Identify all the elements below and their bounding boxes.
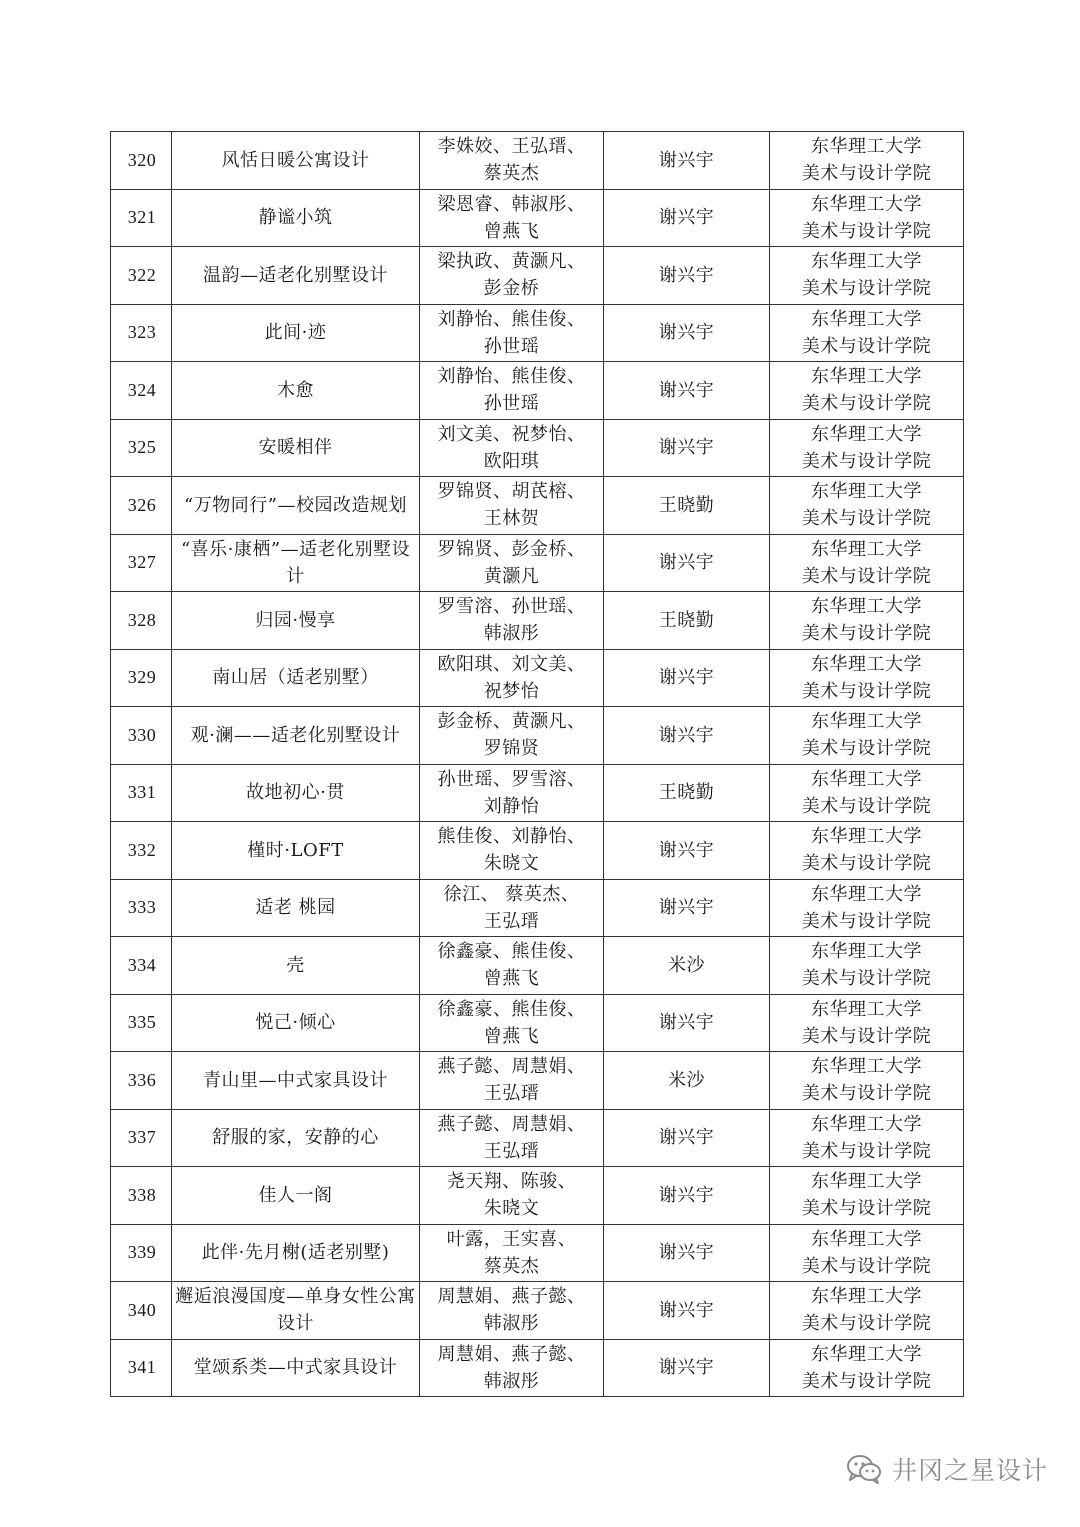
- table-row: [111, 822, 964, 880]
- school-name: 东华理工大学: [811, 941, 922, 963]
- table-row: [111, 707, 964, 765]
- work-title: 风恬日暖公寓设计: [172, 132, 420, 190]
- advisor-name: 谢兴宇: [604, 1282, 770, 1340]
- school-cell: [770, 362, 964, 420]
- authors-line-2: 王弘瑨: [483, 910, 540, 932]
- authors-line-2: 韩淑彤: [483, 623, 540, 645]
- authors-line-2: 彭金桥: [483, 278, 540, 300]
- entry-number-cell: [111, 1339, 172, 1397]
- entry-number: 323: [127, 322, 157, 343]
- authors-line-1: 徐江、 蔡英杰、: [443, 883, 580, 905]
- entry-number-cell: [111, 649, 172, 707]
- table-row: [111, 247, 964, 305]
- watermark: [846, 1451, 1048, 1487]
- school-department: 美术与设计学院: [801, 565, 932, 587]
- authors-line-2: 孙世瑶: [483, 393, 540, 415]
- table-row: [111, 189, 964, 247]
- authors-line-1: 刘文美、祝梦怡、: [437, 423, 586, 445]
- school-department: 美术与设计学院: [801, 1255, 932, 1277]
- entry-number: 330: [127, 724, 157, 745]
- authors-line-2: 朱晓文: [483, 1198, 540, 1220]
- school-department: 美术与设计学院: [801, 393, 932, 415]
- table-row: [111, 362, 964, 420]
- school-name: 东华理工大学: [811, 193, 922, 215]
- school-cell: [770, 1224, 964, 1282]
- entry-number: 341: [127, 1357, 157, 1378]
- authors-line-1: 徐鑫豪、熊佳俊、: [437, 941, 586, 963]
- authors-cell: [420, 764, 604, 822]
- school-department: 美术与设计学院: [801, 623, 932, 645]
- authors-line-2: 孙世瑶: [483, 335, 540, 357]
- school-cell: [770, 477, 964, 535]
- school-department: 美术与设计学院: [801, 680, 932, 702]
- authors-line-1: 罗锦贤、彭金桥、: [437, 538, 586, 560]
- entry-number: 322: [127, 264, 157, 285]
- entry-number-cell: [111, 764, 172, 822]
- school-name: 东华理工大学: [811, 423, 922, 445]
- advisor-name: 谢兴宇: [604, 1167, 770, 1225]
- advisor-name: 谢兴宇: [604, 304, 770, 362]
- authors-cell: [420, 247, 604, 305]
- entry-number: 339: [127, 1242, 157, 1263]
- authors-cell: [420, 1339, 604, 1397]
- work-title: 观·澜——适老化别墅设计: [172, 707, 420, 765]
- entry-number-cell: [111, 534, 172, 592]
- entry-number-cell: [111, 1109, 172, 1167]
- authors-cell: [420, 822, 604, 880]
- wechat-icon: [846, 1454, 882, 1484]
- school-department: 美术与设计学院: [801, 450, 932, 472]
- authors-cell: [420, 1052, 604, 1110]
- authors-cell: [420, 362, 604, 420]
- school-name: 东华理工大学: [811, 883, 922, 905]
- authors-line-1: 叶露，王实喜、: [446, 1228, 577, 1250]
- school-cell: [770, 707, 964, 765]
- school-name: 东华理工大学: [811, 596, 922, 618]
- authors-line-2: 曾燕飞: [483, 220, 540, 242]
- school-name: 东华理工大学: [811, 768, 922, 790]
- authors-cell: [420, 879, 604, 937]
- school-cell: [770, 132, 964, 190]
- school-name: 东华理工大学: [811, 1228, 922, 1250]
- school-cell: [770, 937, 964, 995]
- school-cell: [770, 764, 964, 822]
- table-row: [111, 592, 964, 650]
- authors-line-2: 王弘瑨: [483, 1140, 540, 1162]
- award-list-table: [110, 131, 964, 1397]
- school-name: 东华理工大学: [811, 481, 922, 503]
- school-name: 东华理工大学: [811, 251, 922, 273]
- advisor-name: 谢兴宇: [604, 707, 770, 765]
- table-row: [111, 1224, 964, 1282]
- entry-number: 324: [127, 379, 157, 400]
- authors-line-2: 刘静怡: [483, 795, 540, 817]
- work-title: 安暖相伴: [172, 419, 420, 477]
- table-row: [111, 1339, 964, 1397]
- entry-number: 331: [127, 782, 157, 803]
- school-department: 美术与设计学院: [801, 1198, 932, 1220]
- school-department: 美术与设计学院: [801, 1370, 932, 1392]
- work-title: 悦己·倾心: [172, 994, 420, 1052]
- authors-line-1: 梁执政、黄灏凡、: [437, 251, 586, 273]
- work-title: 静谧小筑: [172, 189, 420, 247]
- work-title: 归园·慢享: [172, 592, 420, 650]
- entry-number-cell: [111, 1052, 172, 1110]
- authors-cell: [420, 937, 604, 995]
- authors-line-1: 罗雪溶、孙世瑶、: [437, 596, 586, 618]
- school-department: 美术与设计学院: [801, 853, 932, 875]
- advisor-name: 谢兴宇: [604, 879, 770, 937]
- entry-number: 336: [127, 1069, 157, 1090]
- work-title: 温韵—适老化别墅设计: [172, 247, 420, 305]
- table-row: [111, 1282, 964, 1340]
- school-department: 美术与设计学院: [801, 738, 932, 760]
- table-body: [111, 132, 964, 1397]
- advisor-name: 谢兴宇: [604, 649, 770, 707]
- advisor-name: 谢兴宇: [604, 1109, 770, 1167]
- authors-cell: [420, 477, 604, 535]
- authors-cell: [420, 592, 604, 650]
- work-title: 槿时·LOFT: [172, 822, 420, 880]
- table-row: [111, 937, 964, 995]
- entry-number-cell: [111, 247, 172, 305]
- authors-cell: [420, 189, 604, 247]
- entry-number: 325: [127, 437, 157, 458]
- advisor-name: 米沙: [604, 1052, 770, 1110]
- school-cell: [770, 304, 964, 362]
- school-cell: [770, 592, 964, 650]
- school-cell: [770, 822, 964, 880]
- entry-number: 320: [127, 149, 157, 170]
- advisor-name: 王晓勤: [604, 477, 770, 535]
- school-name: 东华理工大学: [811, 998, 922, 1020]
- school-cell: [770, 1282, 964, 1340]
- entry-number-cell: [111, 707, 172, 765]
- table-row: [111, 1052, 964, 1110]
- entry-number-cell: [111, 419, 172, 477]
- school-cell: [770, 419, 964, 477]
- entry-number: 332: [127, 839, 157, 860]
- work-title: 佳人一阁: [172, 1167, 420, 1225]
- advisor-name: 谢兴宇: [604, 247, 770, 305]
- school-cell: [770, 1339, 964, 1397]
- entry-number-cell: [111, 477, 172, 535]
- school-name: 东华理工大学: [811, 366, 922, 388]
- authors-line-2: 韩淑彤: [483, 1370, 540, 1392]
- work-title: 邂逅浪漫国度—单身女性公寓设计: [172, 1282, 420, 1340]
- table-row: [111, 304, 964, 362]
- authors-line-2: 曾燕飞: [483, 1025, 540, 1047]
- school-name: 东华理工大学: [811, 826, 922, 848]
- entry-number: 328: [127, 609, 157, 630]
- entry-number: 335: [127, 1012, 157, 1033]
- authors-cell: [420, 1282, 604, 1340]
- table-row: [111, 649, 964, 707]
- authors-line-1: 周慧娟、燕子懿、: [437, 1343, 586, 1365]
- authors-line-1: 周慧娟、燕子懿、: [437, 1286, 586, 1308]
- work-title: 适老 桃园: [172, 879, 420, 937]
- table-row: [111, 534, 964, 592]
- school-name: 东华理工大学: [811, 1286, 922, 1308]
- table-row: [111, 764, 964, 822]
- entry-number: 321: [127, 207, 157, 228]
- school-department: 美术与设计学院: [801, 220, 932, 242]
- work-title: 南山居（适老别墅）: [172, 649, 420, 707]
- school-cell: [770, 534, 964, 592]
- work-title: 故地初心·贯: [172, 764, 420, 822]
- entry-number: 334: [127, 954, 157, 975]
- authors-cell: [420, 1224, 604, 1282]
- authors-line-1: 燕子懿、周慧娟、: [437, 1113, 586, 1135]
- work-title: 堂颂系类—中式家具设计: [172, 1339, 420, 1397]
- authors-cell: [420, 1167, 604, 1225]
- authors-line-1: 燕子懿、周慧娟、: [437, 1056, 586, 1078]
- authors-line-1: 梁恩睿、韩淑彤、: [437, 193, 586, 215]
- authors-line-1: 刘静怡、熊佳俊、: [437, 366, 586, 388]
- advisor-name: 谢兴宇: [604, 1339, 770, 1397]
- school-name: 东华理工大学: [811, 308, 922, 330]
- advisor-name: 谢兴宇: [604, 132, 770, 190]
- advisor-name: 谢兴宇: [604, 1224, 770, 1282]
- advisor-name: 谢兴宇: [604, 362, 770, 420]
- table-row: [111, 1167, 964, 1225]
- entry-number-cell: [111, 362, 172, 420]
- work-title: 舒服的家，安静的心: [172, 1109, 420, 1167]
- authors-line-1: 刘静怡、熊佳俊、: [437, 308, 586, 330]
- school-name: 东华理工大学: [811, 1113, 922, 1135]
- school-department: 美术与设计学院: [801, 278, 932, 300]
- authors-cell: [420, 707, 604, 765]
- authors-line-1: 孙世瑶、罗雪溶、: [437, 768, 586, 790]
- entry-number-cell: [111, 994, 172, 1052]
- authors-line-1: 尧天翔、陈骏、: [446, 1171, 577, 1193]
- advisor-name: 谢兴宇: [604, 994, 770, 1052]
- school-cell: [770, 649, 964, 707]
- authors-line-2: 韩淑彤: [483, 1313, 540, 1335]
- school-department: 美术与设计学院: [801, 968, 932, 990]
- advisor-name: 谢兴宇: [604, 534, 770, 592]
- table-row: [111, 132, 964, 190]
- entry-number-cell: [111, 1282, 172, 1340]
- work-title: 青山里—中式家具设计: [172, 1052, 420, 1110]
- entry-number-cell: [111, 1167, 172, 1225]
- school-department: 美术与设计学院: [801, 1083, 932, 1105]
- school-department: 美术与设计学院: [801, 795, 932, 817]
- entry-number: 337: [127, 1127, 157, 1148]
- entry-number-cell: [111, 189, 172, 247]
- authors-line-2: 黄灏凡: [483, 565, 540, 587]
- authors-line-1: 徐鑫豪、熊佳俊、: [437, 998, 586, 1020]
- entry-number: 327: [127, 552, 157, 573]
- entry-number-cell: [111, 304, 172, 362]
- authors-line-2: 朱晓文: [483, 853, 540, 875]
- advisor-name: 米沙: [604, 937, 770, 995]
- advisor-name: 谢兴宇: [604, 189, 770, 247]
- entry-number: 333: [127, 897, 157, 918]
- entry-number: 340: [127, 1299, 157, 1320]
- watermark-text: 井冈之星设计: [891, 1456, 1048, 1485]
- entry-number: 326: [127, 494, 157, 515]
- school-cell: [770, 189, 964, 247]
- authors-cell: [420, 1109, 604, 1167]
- work-title: “万物同行”—校园改造规划: [172, 477, 420, 535]
- table-row: [111, 477, 964, 535]
- authors-line-2: 祝梦怡: [483, 680, 540, 702]
- authors-line-1: 彭金桥、黄灏凡、: [437, 711, 586, 733]
- authors-cell: [420, 304, 604, 362]
- authors-line-1: 李姝姣、王弘瑨、: [437, 136, 586, 158]
- table-row: [111, 1109, 964, 1167]
- entry-number-cell: [111, 937, 172, 995]
- school-department: 美术与设计学院: [801, 1313, 932, 1335]
- authors-line-2: 蔡英杰: [483, 163, 540, 185]
- entry-number: 338: [127, 1184, 157, 1205]
- authors-line-2: 欧阳琪: [483, 450, 540, 472]
- authors-cell: [420, 994, 604, 1052]
- school-department: 美术与设计学院: [801, 335, 932, 357]
- school-name: 东华理工大学: [811, 653, 922, 675]
- authors-line-2: 蔡英杰: [483, 1255, 540, 1277]
- school-name: 东华理工大学: [811, 1056, 922, 1078]
- school-cell: [770, 1052, 964, 1110]
- school-name: 东华理工大学: [811, 1171, 922, 1193]
- authors-line-1: 欧阳琪、刘文美、: [437, 653, 586, 675]
- school-name: 东华理工大学: [811, 538, 922, 560]
- school-cell: [770, 994, 964, 1052]
- advisor-name: 王晓勤: [604, 764, 770, 822]
- work-title: 木愈: [172, 362, 420, 420]
- school-cell: [770, 1109, 964, 1167]
- school-cell: [770, 879, 964, 937]
- table-row: [111, 994, 964, 1052]
- authors-line-1: 罗锦贤、胡芪榕、: [437, 481, 586, 503]
- work-title: 壳: [172, 937, 420, 995]
- authors-line-2: 罗锦贤: [483, 738, 540, 760]
- entry-number-cell: [111, 592, 172, 650]
- entry-number-cell: [111, 879, 172, 937]
- entry-number-cell: [111, 1224, 172, 1282]
- work-title: “喜乐·康栖”—适老化别墅设计: [172, 534, 420, 592]
- authors-cell: [420, 534, 604, 592]
- school-department: 美术与设计学院: [801, 508, 932, 530]
- entry-number-cell: [111, 822, 172, 880]
- school-department: 美术与设计学院: [801, 1140, 932, 1162]
- school-department: 美术与设计学院: [801, 163, 932, 185]
- authors-line-1: 熊佳俊、刘静怡、: [437, 826, 586, 848]
- school-name: 东华理工大学: [811, 711, 922, 733]
- school-cell: [770, 247, 964, 305]
- school-cell: [770, 1167, 964, 1225]
- authors-cell: [420, 649, 604, 707]
- table-row: [111, 879, 964, 937]
- school-department: 美术与设计学院: [801, 1025, 932, 1047]
- entry-number: 329: [127, 667, 157, 688]
- table-row: [111, 419, 964, 477]
- advisor-name: 谢兴宇: [604, 822, 770, 880]
- work-title: 此伴·先月榭(适老别墅): [172, 1224, 420, 1282]
- school-name: 东华理工大学: [811, 1343, 922, 1365]
- authors-cell: [420, 419, 604, 477]
- authors-line-2: 王弘瑨: [483, 1083, 540, 1105]
- authors-line-2: 王林贺: [483, 508, 540, 530]
- school-department: 美术与设计学院: [801, 910, 932, 932]
- advisor-name: 王晓勤: [604, 592, 770, 650]
- advisor-name: 谢兴宇: [604, 419, 770, 477]
- authors-line-2: 曾燕飞: [483, 968, 540, 990]
- authors-cell: [420, 132, 604, 190]
- work-title: 此间·迹: [172, 304, 420, 362]
- entry-number-cell: [111, 132, 172, 190]
- school-name: 东华理工大学: [811, 136, 922, 158]
